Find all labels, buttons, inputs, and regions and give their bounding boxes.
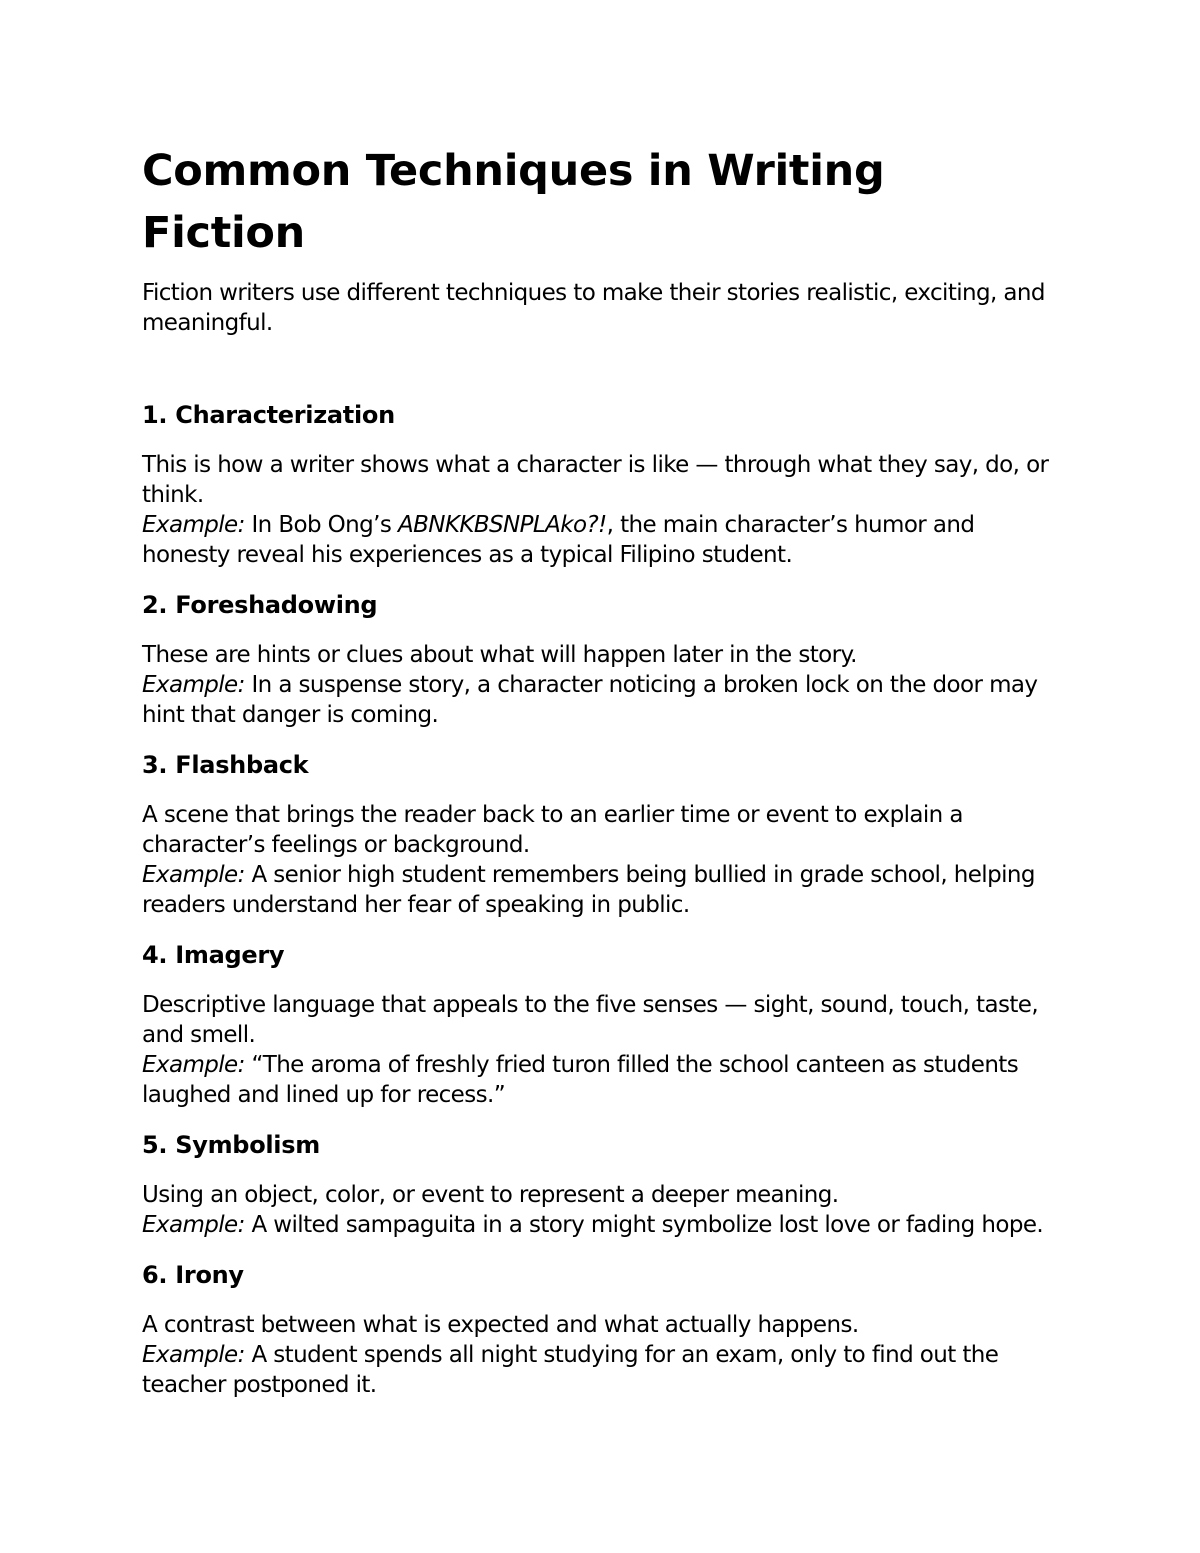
example-label: Example: [142, 1052, 245, 1078]
book-title: ABNKKBSNPLAko?! [397, 512, 607, 538]
section-description: A scene that brings the reader back to an earlier time or event to explain a character’s feelings or background. [142, 802, 963, 858]
example-label: Example: [142, 862, 245, 888]
section-flashback [142, 750, 1052, 920]
section-description: This is how a writer shows what a character is like — through what they say, do, or think. [142, 452, 1049, 508]
section-heading: 1. Characterization [142, 401, 395, 429]
section-heading: 5. Symbolism [142, 1131, 320, 1159]
section-symbolism [142, 1130, 1052, 1240]
section-body [142, 450, 1052, 570]
example-text: “The aroma of freshly fried turon filled the school canteen as students laughed and lined up for recess.” [142, 1052, 1019, 1108]
section-description: Using an object, color, or event to represent a deeper meaning. [142, 1182, 839, 1208]
example-text: A wilted sampaguita in a story might symbolize lost love or fading hope. [244, 1212, 1044, 1238]
section-body [142, 990, 1052, 1110]
example-label: Example: [142, 1342, 245, 1368]
example-text: A student spends all night studying for an exam, only to find out the teacher postponed it. [142, 1342, 999, 1398]
section-body [142, 1310, 1052, 1400]
section-description: Descriptive language that appeals to the five senses — sight, sound, touch, taste, and smell. [142, 992, 1039, 1048]
document-page [142, 140, 1052, 1400]
section-characterization [142, 400, 1052, 570]
section-irony [142, 1260, 1052, 1400]
example-label: Example: [142, 512, 245, 538]
section-imagery [142, 940, 1052, 1110]
section-heading: 6. Irony [142, 1261, 244, 1289]
section-description: These are hints or clues about what will happen later in the story. [142, 642, 857, 668]
section-body [142, 1180, 1052, 1240]
example-text: In a suspense story, a character noticing a broken lock on the door may hint that danger is coming. [142, 672, 1038, 728]
section-heading: 2. Foreshadowing [142, 591, 378, 619]
section-foreshadowing [142, 590, 1052, 730]
section-body [142, 640, 1052, 730]
section-description: A contrast between what is expected and what actually happens. [142, 1312, 859, 1338]
intro-paragraph: Fiction writers use different techniques to make their stories realistic, exciting, and meaningful. [142, 280, 1045, 336]
example-text-post: , the main character’s humor and honesty reveal his experiences as a typical Filipino student. [142, 512, 975, 568]
page-title: Common Techniques in Writing Fiction [142, 146, 885, 258]
section-body [142, 800, 1052, 920]
example-label: Example: [142, 672, 245, 698]
example-text: A senior high student remembers being bullied in grade school, helping readers understand her fear of speaking in public. [142, 862, 1035, 918]
example-text-pre: In Bob Ong’s [244, 512, 398, 538]
section-heading: 3. Flashback [142, 751, 309, 779]
example-label: Example: [142, 1212, 245, 1238]
section-heading: 4. Imagery [142, 941, 285, 969]
